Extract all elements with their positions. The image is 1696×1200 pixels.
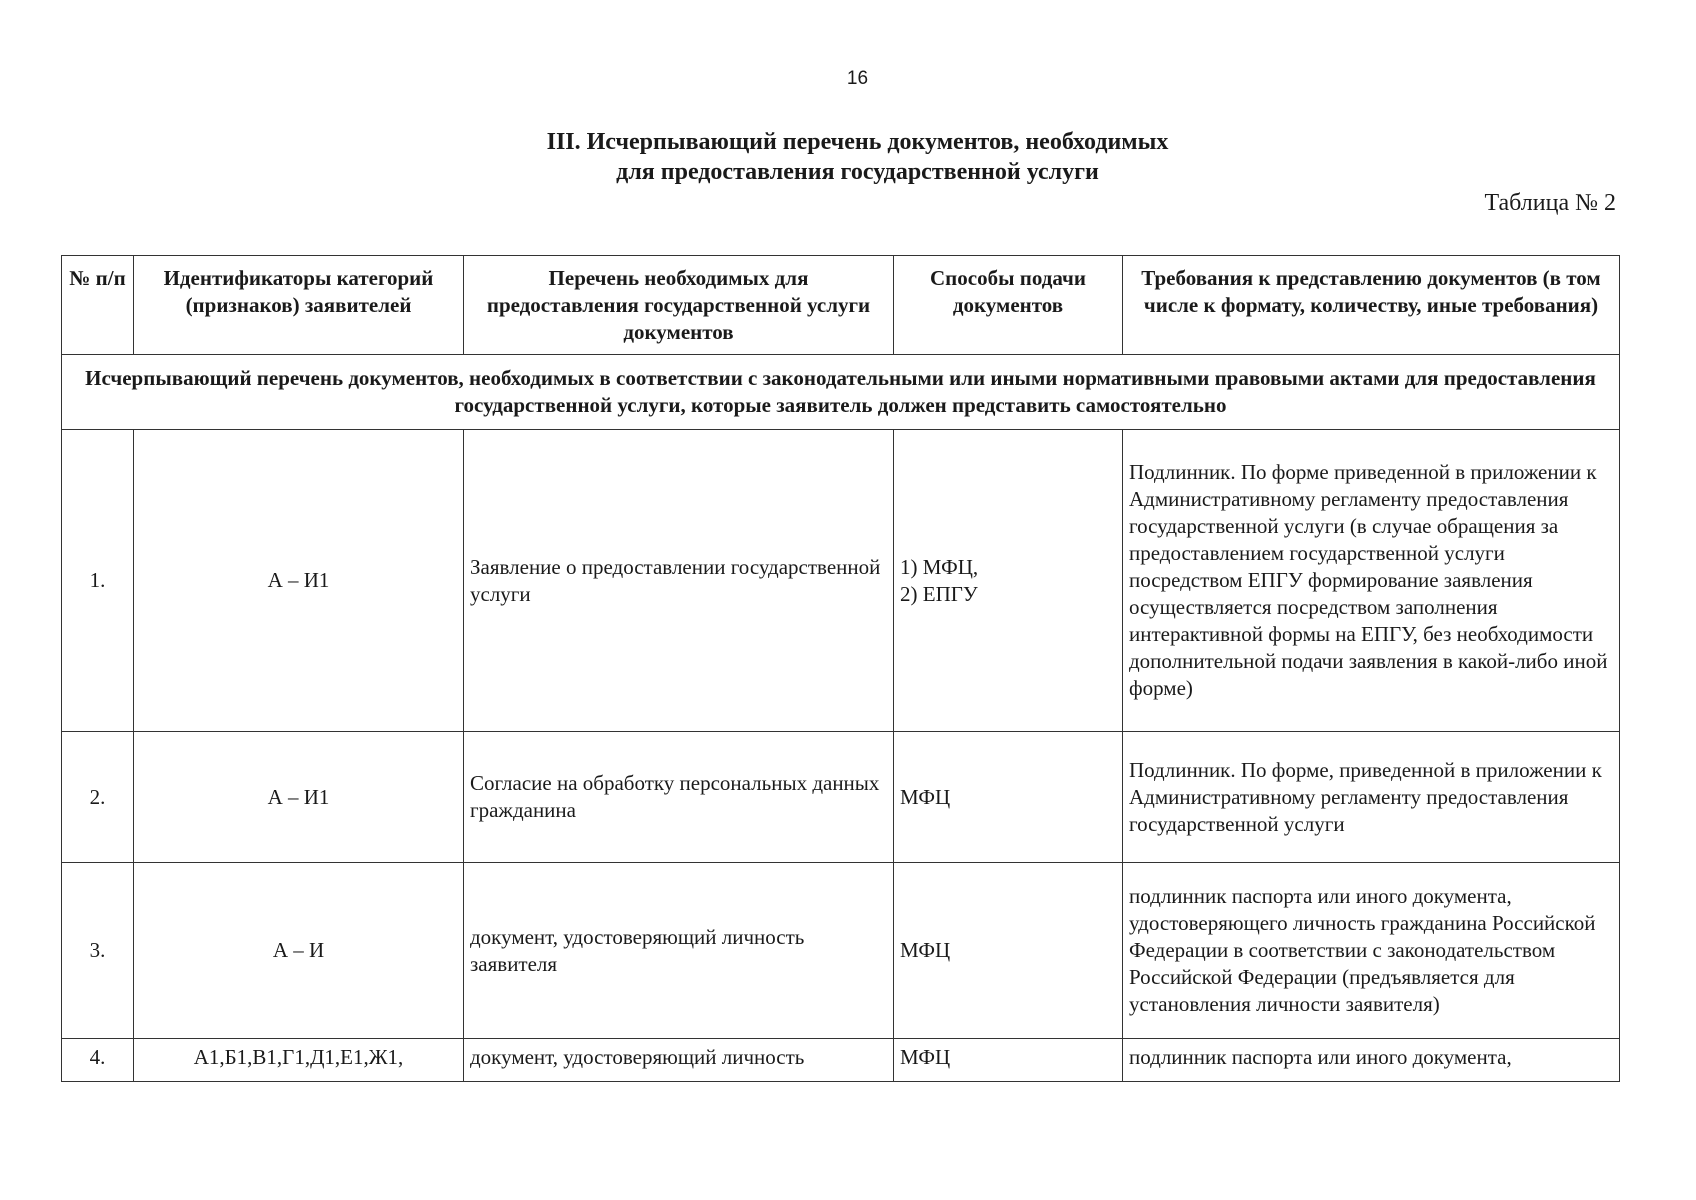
section-title: Исчерпывающий перечень документов, необходимых в соответствии с законодательными или иными нормативными правовыми актами для предоставления государственной услуги, которые заявитель должен представить самостоятельно (62, 355, 1620, 430)
row-number: 2. (62, 732, 134, 863)
row-document: документ, удостоверяющий личность (464, 1039, 894, 1082)
section-heading-line-2: для предоставления государственной услуги (616, 159, 1099, 185)
row-methods: МФЦ (894, 1039, 1123, 1082)
row-methods (894, 430, 1123, 732)
row-number: 4. (62, 1039, 134, 1082)
table-row (62, 863, 1620, 1039)
row-number: 3. (62, 863, 134, 1039)
row-number: 1. (62, 430, 134, 732)
row-document: Заявление о предоставлении государственной услуги (464, 430, 894, 732)
table-row (62, 1039, 1620, 1082)
header-number: № п/п (62, 256, 134, 355)
row-methods: МФЦ (894, 863, 1123, 1039)
row-requirements: Подлинник. По форме приведенной в приложении к Административному регламенту предоставления государственной услуги (в случае обращения за предоставлением государственной услуги посредством ЕПГУ формирование заявления осуществляется посредством заполнения интерактивной формы на ЕПГУ, без необходимости дополнительной подачи заявления в какой-либо иной форме) (1123, 430, 1620, 732)
row-requirements: подлинник паспорта или иного документа, удостоверяющего личность гражданина Российской Федерации в соответствии с законодательством Российской Федерации (предъявляется для установления личности заявителя) (1123, 863, 1620, 1039)
section-title-row (62, 355, 1620, 430)
row-method-item: 2) ЕПГУ (900, 581, 978, 606)
row-document: Согласие на обработку персональных данных гражданина (464, 732, 894, 863)
table-caption: Таблица № 2 (1484, 190, 1616, 216)
row-categories: А – И (134, 863, 464, 1039)
row-method-item: 1) МФЦ, (900, 554, 979, 579)
table-header-row (62, 256, 1620, 355)
table-row (62, 732, 1620, 863)
header-documents: Перечень необходимых для предоставления государственной услуги документов (464, 256, 894, 355)
row-requirements: подлинник паспорта или иного документа, (1123, 1039, 1620, 1082)
documents-table (61, 255, 1620, 1082)
row-methods: МФЦ (894, 732, 1123, 863)
row-categories: А – И1 (134, 732, 464, 863)
header-methods: Способы подачи документов (894, 256, 1123, 355)
table-row (62, 430, 1620, 732)
section-heading-line-1: III. Исчерпывающий перечень документов, необходимых (546, 129, 1169, 155)
section-heading (0, 127, 1696, 187)
row-requirements: Подлинник. По форме, приведенной в приложении к Административному регламенту предоставления государственной услуги (1123, 732, 1620, 863)
page-number: 16 (846, 68, 869, 89)
row-document: документ, удостоверяющий личность заявителя (464, 863, 894, 1039)
header-requirements: Требования к представлению документов (в том числе к формату, количеству, иные требования) (1123, 256, 1620, 355)
row-categories: А – И1 (134, 430, 464, 732)
header-categories: Идентификаторы категорий (признаков) заявителей (134, 256, 464, 355)
row-categories: А1,Б1,В1,Г1,Д1,Е1,Ж1, (134, 1039, 464, 1082)
